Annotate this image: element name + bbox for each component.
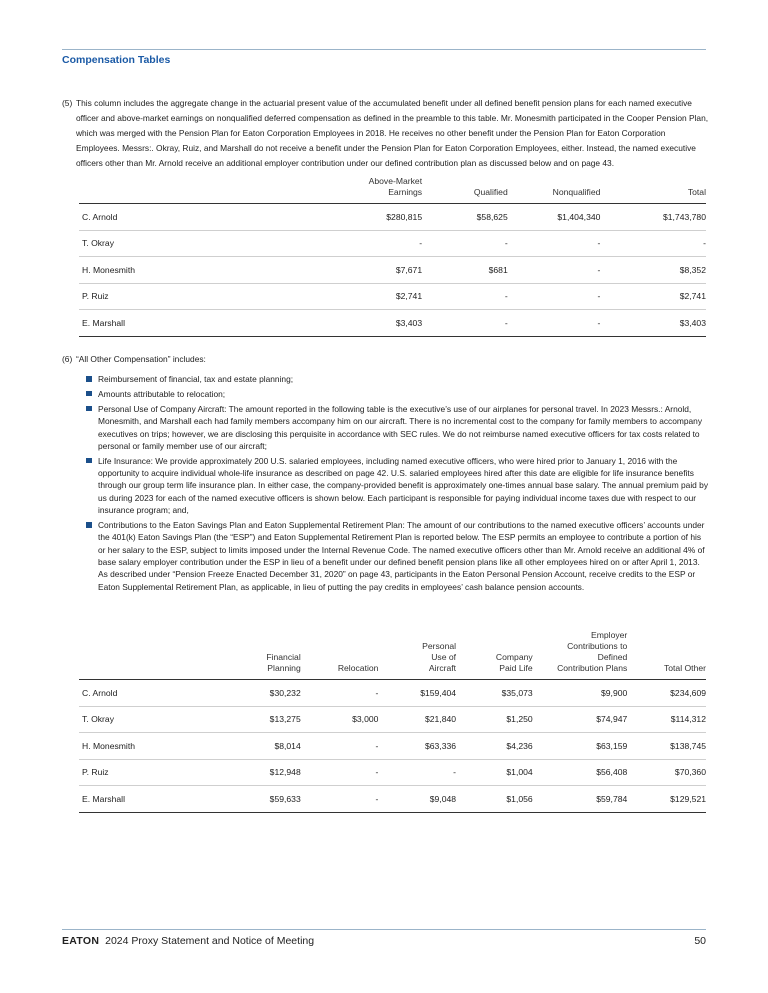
table-cell: $1,743,780	[600, 204, 706, 231]
table-cell: $8,014	[211, 733, 301, 760]
table-row	[79, 759, 706, 786]
bullet-text: Personal Use of Company Aircraft: The amount reported in the following table is the executive’s use of our airplanes for personal travel. In 2023 Messrs.: Arnold, Monesmith, and Marshall each had family members accompany him on our aircraft. There is no incremental cost to the company for family members to accompany executives on trips; however, we are disclosing this perquisite in accordance with SEC rules. We do not reimburse named executive officers for tax costs related to personal or family member use of our aircraft;	[98, 403, 703, 451]
table-cell: -	[301, 786, 379, 813]
table-cell: $3,403	[281, 310, 422, 337]
table-cell: $9,900	[533, 680, 628, 707]
table-cell: $1,250	[456, 706, 533, 733]
row-name-cell: E. Marshall	[79, 310, 281, 337]
row-name-cell: C. Arnold	[79, 204, 281, 231]
table-cell: -	[508, 283, 601, 310]
row-name-cell: H. Monesmith	[79, 257, 281, 284]
col-header-paid-life: Company Paid Life	[495, 652, 533, 673]
footnote-5-text: This column includes the aggregate change in the actuarial present value of the accumulated benefit under all defined benefit pension plans for each named executive officer and above-market earnings on nonqualified deferred compensation as defined in the preamble to this table. Mr. Monesmith participated in the Cooper Pension Plan, which was merged with the Pension Plan for Eaton Corporation Employees in 2018. He receives no other benefit under the Pension Plan for Eaton Corporation Employees. Messrs:. Okray, Ruiz, and Marshall do not receive a benefit under the Pension Plan for Eaton Corporation Employees, either. Instead, the named executive officers other than Mr. Arnold receive an additional employer contribution under our defined contribution plan as discussed below and on page 43.	[76, 98, 709, 168]
row-name-cell: H. Monesmith	[79, 733, 211, 760]
table-cell: $30,232	[211, 680, 301, 707]
bullet-text: Amounts attributable to relocation;	[98, 388, 226, 399]
square-bullet-icon	[86, 376, 92, 382]
table-body	[79, 204, 706, 337]
row-name-cell: P. Ruiz	[79, 283, 281, 310]
col-header-qualified: Qualified	[473, 187, 508, 197]
square-bullet-icon	[86, 522, 92, 528]
table-cell: -	[422, 283, 508, 310]
table-row	[79, 680, 706, 707]
table-cell: $21,840	[378, 706, 456, 733]
col-header-nonqualified: Nonqualified	[552, 187, 601, 197]
table-cell: $35,073	[456, 680, 533, 707]
row-name-cell: T. Okray	[79, 230, 281, 257]
row-name-cell: C. Arnold	[79, 680, 211, 707]
top-rule	[62, 49, 706, 50]
square-bullet-icon	[86, 406, 92, 412]
col-header-relocation: Relocation	[337, 663, 379, 673]
table-cell: -	[508, 310, 601, 337]
table-row	[79, 310, 706, 337]
table-cell: $8,352	[600, 257, 706, 284]
col-header-total-other: Total Other	[663, 663, 706, 673]
col-header-name	[79, 176, 281, 204]
row-name-cell: P. Ruiz	[79, 759, 211, 786]
table-cell: $1,004	[456, 759, 533, 786]
square-bullet-icon	[86, 458, 92, 464]
table-cell: -	[600, 230, 706, 257]
table-cell: $3,403	[600, 310, 706, 337]
table-cell: $59,784	[533, 786, 628, 813]
list-item	[86, 373, 710, 385]
table-cell: -	[378, 759, 456, 786]
list-item	[86, 388, 710, 400]
col-header-financial-planning: Financial Planning	[266, 652, 301, 673]
table-cell: $12,948	[211, 759, 301, 786]
footnote-5	[62, 96, 710, 171]
footnote-6	[62, 352, 710, 367]
col-header-name	[79, 630, 211, 680]
table-cell: $3,000	[301, 706, 379, 733]
square-bullet-icon	[86, 391, 92, 397]
table-cell: $2,741	[281, 283, 422, 310]
table-cell: $74,947	[533, 706, 628, 733]
table-cell: -	[301, 733, 379, 760]
table-cell: $1,056	[456, 786, 533, 813]
table-cell: $63,336	[378, 733, 456, 760]
table-cell: -	[281, 230, 422, 257]
table-cell: -	[301, 680, 379, 707]
bullet-text: Reimbursement of financial, tax and estate planning;	[98, 374, 294, 384]
footnote-6-number: (6)	[62, 354, 73, 364]
table-cell: $59,633	[211, 786, 301, 813]
row-name-cell: T. Okray	[79, 706, 211, 733]
table-cell: $159,404	[378, 680, 456, 707]
footnote-5-number: (5)	[62, 98, 73, 108]
footer-rule	[62, 929, 706, 930]
table-row	[79, 786, 706, 813]
table-cell: $681	[422, 257, 508, 284]
table-cell: $2,741	[600, 283, 706, 310]
table-cell: -	[508, 230, 601, 257]
table-cell: $138,745	[627, 733, 706, 760]
section-title: Compensation Tables	[62, 54, 171, 66]
table-cell: $1,404,340	[508, 204, 601, 231]
other-comp-bullet-list	[86, 373, 710, 595]
table-cell: $129,521	[627, 786, 706, 813]
table-row	[79, 204, 706, 231]
page-footer	[62, 935, 706, 947]
table-cell: $9,048	[378, 786, 456, 813]
table-header-row	[79, 176, 706, 204]
footer-title: 2024 Proxy Statement and Notice of Meeting	[105, 935, 315, 947]
table-row	[79, 283, 706, 310]
col-header-above-market: Above-Market Earnings	[368, 176, 423, 197]
table-cell: -	[301, 759, 379, 786]
table-cell: $58,625	[422, 204, 508, 231]
list-item	[86, 519, 710, 593]
table-cell: -	[422, 310, 508, 337]
table-cell: -	[422, 230, 508, 257]
table-cell: -	[508, 257, 601, 284]
brand-logo-text: EATON	[62, 935, 100, 947]
table-cell: $70,360	[627, 759, 706, 786]
col-header-employer-contributions: Employer Contributions to Defined Contribution Plans	[557, 630, 628, 673]
table-cell: $4,236	[456, 733, 533, 760]
table-row	[79, 706, 706, 733]
table-row	[79, 733, 706, 760]
col-header-aircraft: Personal Use of Aircraft	[422, 641, 457, 673]
row-name-cell: E. Marshall	[79, 786, 211, 813]
table-cell: $114,312	[627, 706, 706, 733]
pension-earnings-table	[79, 176, 706, 337]
list-item	[86, 455, 710, 516]
list-item	[86, 403, 710, 452]
bullet-text: Life Insurance: We provide approximately 200 U.S. salaried employees, including named executive officers, who were hired prior to January 1, 2016 with the opportunity to acquire individual whole-life insurance as described on page 42. U.S. salaried employees hired after this date are eligible for life insurance benefits through our group term life insurance plan. In either case, the company-provided benefit is approximately one-times annual base salary. The annual premium paid by us during 2023 for each of the named executive officers is shown below. Each participant is responsible for paying individual income taxes due with respect to our insurance program; and,	[98, 455, 709, 516]
all-other-compensation-table	[79, 630, 706, 813]
table-cell: $7,671	[281, 257, 422, 284]
footnote-6-intro: “All Other Compensation” includes:	[76, 354, 206, 364]
table-cell: $56,408	[533, 759, 628, 786]
table-cell: $63,159	[533, 733, 628, 760]
col-header-total: Total	[687, 187, 706, 197]
table-cell: $13,275	[211, 706, 301, 733]
table-row	[79, 230, 706, 257]
table-header-row	[79, 630, 706, 680]
bullet-text: Contributions to the Eaton Savings Plan and Eaton Supplemental Retirement Plan: The amount of our contributions to the named executive officers’ accounts under the 401(k) Eaton Savings Plan (the “ESP”) and Eaton Supplemental Retirement Plan is reported below. The ESP permits an employee to contribute a portion of his or her salary to the ESP, subject to limits imposed under the Internal Revenue Code. The named executive officers other than Mr. Arnold receive an additional 4% of base salary employer contribution under the ESP in lieu of a benefit under our defined benefit pension plans like all other employees hired on or after April 1, 2013. As described under “Pension Freeze Enacted December 31, 2020” on page 43, participants in the Eaton Personal Pension Account, receive credits to the ESP or Eaton Supplemental Retirement Plan, as applicable, in lieu of putting the pay credits in employees’ cash balance pension accounts.	[98, 520, 705, 592]
table-cell: $280,815	[281, 204, 422, 231]
table-row	[79, 257, 706, 284]
page-number: 50	[694, 935, 706, 947]
table-cell: $234,609	[627, 680, 706, 707]
table-body	[79, 680, 706, 813]
